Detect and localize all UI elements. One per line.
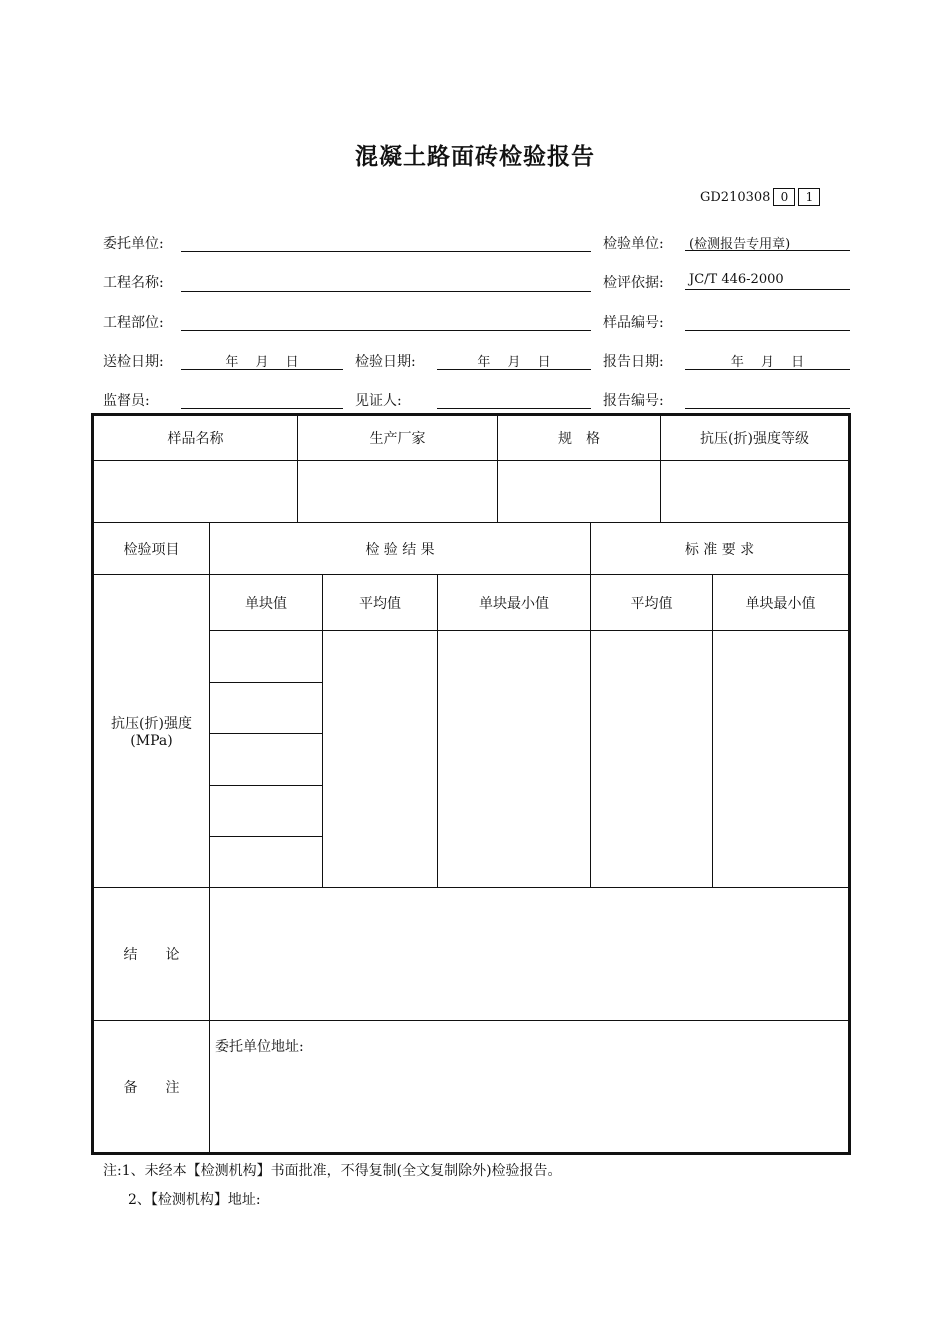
grade-value[interactable] — [661, 461, 848, 522]
project-name-label: 工程名称: — [103, 275, 164, 291]
sample-name-header: 样品名称 — [167, 431, 224, 447]
sample-no-field[interactable] — [685, 314, 850, 331]
single-value-cell-1[interactable] — [210, 631, 322, 682]
table-border-right — [848, 413, 851, 1155]
send-date-field[interactable]: 年 月 日 — [181, 351, 343, 370]
single-value-header: 单块值 — [245, 595, 287, 612]
strength-unit: (MPa) — [130, 733, 173, 749]
result-header: 检 验 结 果 — [365, 541, 435, 558]
single-value-cell-4[interactable] — [210, 786, 322, 836]
report-date-label: 报告日期: — [603, 354, 664, 370]
spec-header: 规 格 — [558, 431, 600, 447]
standard-header: 标 准 要 求 — [684, 541, 755, 558]
strength-label-text: 抗压(折)强度 — [111, 716, 192, 732]
std-single-min-cell[interactable] — [713, 631, 848, 887]
conclusion-field[interactable] — [210, 888, 848, 1020]
supervisor-label: 监督员: — [103, 393, 150, 409]
report-date-field[interactable]: 年 月 日 — [685, 351, 850, 370]
spec-value[interactable] — [498, 461, 660, 522]
single-min-header: 单块最小值 — [479, 595, 549, 612]
form-code-box-1[interactable]: 0 — [773, 188, 795, 206]
inspect-date-field[interactable]: 年 月 日 — [437, 351, 591, 370]
note-2: 2、【检测机构】地址: — [128, 1192, 261, 1208]
single-min-cell[interactable] — [438, 631, 590, 887]
form-code-prefix: GD210308 — [700, 189, 771, 205]
basis-label: 检评依据: — [603, 275, 664, 291]
manufacturer-header: 生产厂家 — [369, 431, 426, 447]
page-title: 混凝土路面砖检验报告 — [355, 144, 595, 170]
std-avg-cell[interactable] — [591, 631, 712, 887]
manufacturer-value[interactable] — [298, 461, 497, 522]
conclusion-label: 结 论 — [123, 947, 180, 963]
form-code — [700, 188, 820, 206]
supervisor-field[interactable] — [181, 392, 343, 409]
std-avg-header: 平均值 — [630, 595, 673, 612]
project-part-label: 工程部位: — [103, 315, 164, 331]
std-single-min-header: 单块最小值 — [745, 595, 816, 612]
report-no-label: 报告编号: — [603, 393, 664, 409]
inspect-date-label: 检验日期: — [355, 354, 416, 370]
single-value-cell-2[interactable] — [210, 683, 322, 733]
inspect-unit-label: 检验单位: — [603, 236, 664, 252]
client-field[interactable] — [181, 235, 591, 252]
client-label: 委托单位: — [103, 236, 164, 252]
project-part-field[interactable] — [181, 314, 591, 331]
strength-label — [94, 575, 209, 887]
single-value-cell-5[interactable] — [210, 837, 322, 887]
remarks-label: 备 注 — [123, 1079, 180, 1096]
witness-label: 见证人: — [355, 393, 402, 409]
basis-field[interactable]: JC/T 446-2000 — [685, 272, 850, 290]
single-value-cell-3[interactable] — [210, 734, 322, 785]
item-header: 检验项目 — [123, 541, 180, 558]
remarks-field[interactable] — [210, 1060, 848, 1152]
grade-header: 抗压(折)强度等级 — [700, 431, 809, 447]
project-name-field[interactable] — [181, 275, 591, 292]
table-border-bottom — [91, 1152, 851, 1155]
avg-value-header: 平均值 — [359, 595, 401, 612]
send-date-label: 送检日期: — [103, 354, 164, 370]
form-code-box-2[interactable]: 1 — [798, 188, 820, 206]
report-no-field[interactable] — [685, 392, 850, 409]
client-address-label: 委托单位地址: — [215, 1039, 304, 1055]
sample-name-value[interactable] — [94, 461, 297, 522]
witness-field[interactable] — [437, 392, 591, 409]
inspect-unit-field[interactable]: (检测报告专用章) — [685, 233, 850, 251]
avg-value-cell[interactable] — [323, 631, 437, 887]
sample-no-label: 样品编号: — [603, 315, 664, 331]
note-1: 注:1、未经本【检测机构】书面批准，不得复制(全文复制除外)检验报告。 — [103, 1163, 562, 1179]
